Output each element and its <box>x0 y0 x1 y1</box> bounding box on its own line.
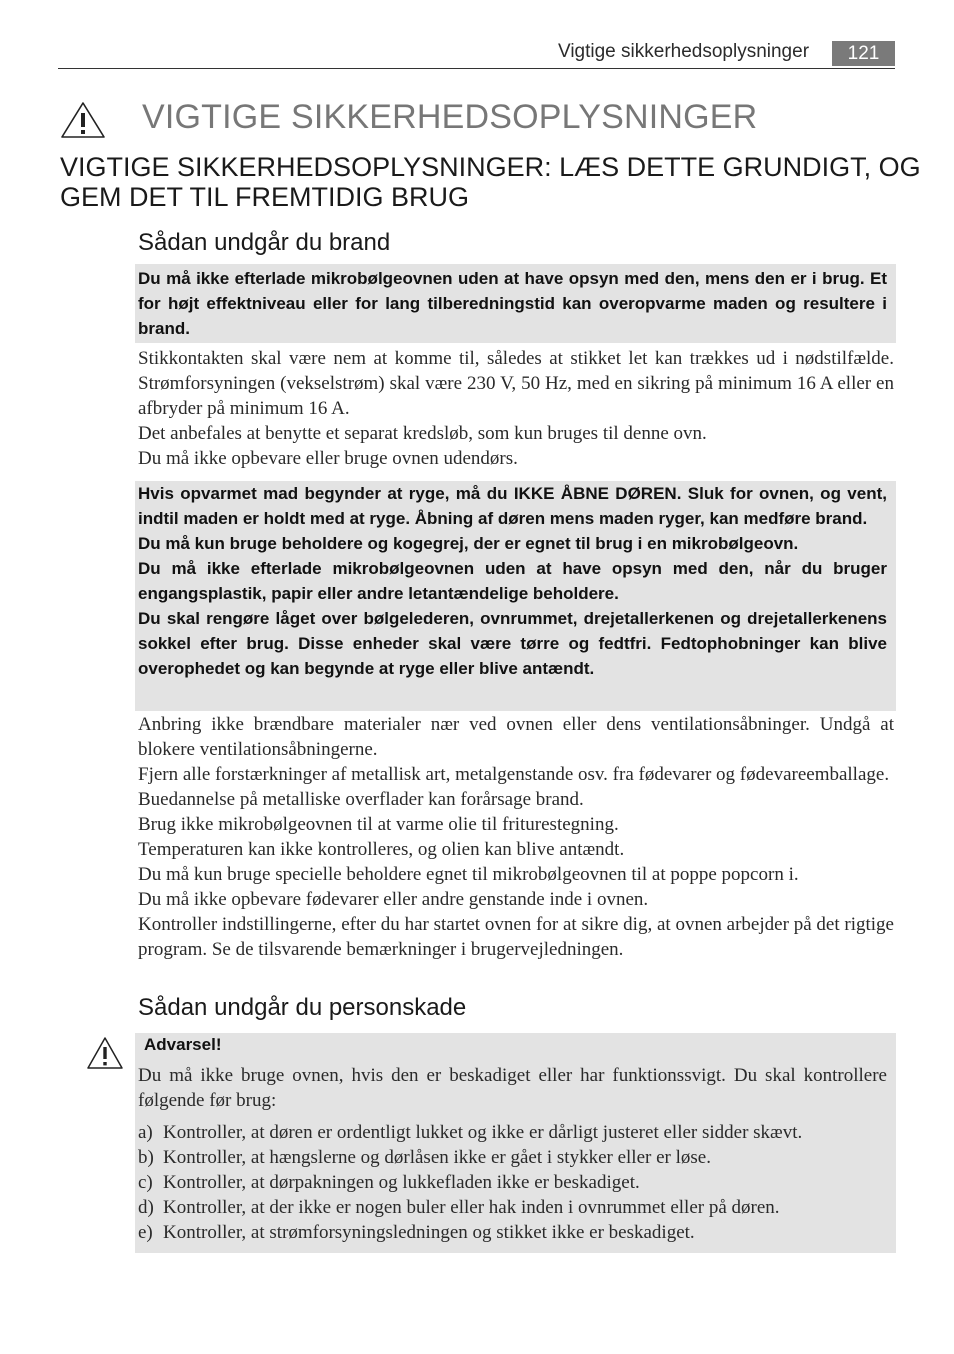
injury-heading: Sådan undgår du personskade <box>138 994 467 1021</box>
fire-warning-box-1 <box>135 264 896 343</box>
section-title <box>60 152 921 212</box>
check-list <box>138 1120 887 1245</box>
injury-intro: Du må ikke bruge ovnen, hvis den er beskadiget eller har funktionssvigt. Du skal kontrollere følgende før brug: <box>138 1065 887 1111</box>
list-item: a) Kontroller, at døren er ordentligt lukket og ikke er dårligt justeret eller sidder skævt. <box>138 1122 803 1143</box>
list-item: b) Kontroller, at hængslerne og dørlåsen ikke er gået i stykker eller er løse. <box>138 1147 711 1168</box>
section-title-line-2: GEM DET TIL FREMTIDIG BRUG <box>60 182 470 212</box>
warning-triangle-icon <box>60 101 106 139</box>
fire-body-2-para: Fjern alle forstærkninger af metallisk art, metalgenstande osv. fra fødevarer og fødevareemballage. <box>138 764 890 785</box>
fire-body-2-para: Du må kun bruge specielle beholdere egnet til mikrobølgeovnen til at poppe popcorn i. <box>138 864 799 885</box>
section-title-line-1: VIGTIGE SIKKERHEDSOPLYSNINGER: LÆS DETTE GRUNDIGT, OG <box>60 152 921 182</box>
fire-body-2-para: Kontroller indstillingerne, efter du har startet ovnen for at sikre dig, at ovnen arbejder på det rigtige program. Se de tilsvarende bemærkninger i brugervejledningen. <box>138 914 894 960</box>
fire-warning-2-para: Du skal rengøre låget over bølgelederen, ovnrummet, drejetallerkenen og drejetallerkenens sokkel efter brug. Disse enheder skal være tørre og fedtfri. Fedtophobninger kan blive overophedet og kan begynde at ryge eller blive antændt. <box>138 609 887 678</box>
fire-body-1-para: Det anbefales at benytte et separat kredsløb, som kun bruges til denne ovn. <box>138 423 707 444</box>
fire-warning-2-para: Du må kun bruge beholdere og kogegrej, der er egnet til brug i en mikrobølgeovn. <box>138 534 799 553</box>
fire-warning-1: Du må ikke efterlade mikrobølgeovnen uden at have opsyn med den, mens den er i brug. Et for højt effektniveau eller for lang tilberedningstid kan overopvarme maden og resultere i brand. <box>138 269 887 338</box>
header-rule <box>58 68 895 69</box>
running-header-title: Vigtige sikkerhedsoplysninger <box>558 41 810 62</box>
warning-triangle-icon <box>86 1036 124 1070</box>
chapter-title: VIGTIGE SIKKERHEDSOPLYSNINGER <box>142 98 758 136</box>
list-item: d) Kontroller, at der ikke er nogen buler eller hak inden i ovnrummet eller på døren. <box>138 1197 780 1218</box>
fire-body-2-para: Brug ikke mikrobølgeovnen til at varme olie til friturestegning. <box>138 814 619 835</box>
fire-heading: Sådan undgår du brand <box>138 229 391 256</box>
fire-warning-2-para: Du må ikke efterlade mikrobølgeovnen uden at have opsyn med den, når du bruger engangsplastik, papir eller andre letantændelige beholdere. <box>138 559 887 603</box>
warning-label: Advarsel! <box>144 1035 222 1054</box>
fire-body-2 <box>138 712 894 962</box>
fire-body-2-para: Buedannelse på metalliske overflader kan forårsage brand. <box>138 789 584 810</box>
injury-warning-box <box>135 1033 896 1253</box>
fire-body-1 <box>138 346 894 471</box>
page-number: 121 <box>832 41 895 66</box>
fire-warning-2-para: Hvis opvarmet mad begynder at ryge, må du IKKE ÅBNE DØREN. Sluk for ovnen, og vent, indtil maden er holdt med at ryge. Åbning af døren mens maden ryger, kan medføre brand. <box>138 484 887 528</box>
fire-warning-box-2 <box>135 481 896 711</box>
fire-body-2-para: Anbring ikke brændbare materialer nær ved ovnen eller dens ventilationsåbninger. Undgå at blokere ventilationsåbningerne. <box>138 714 894 760</box>
list-item: c) Kontroller, at dørpakningen og lukkefladen ikke er beskadiget. <box>138 1172 640 1193</box>
fire-body-1-para: Du må ikke opbevare eller bruge ovnen udendørs. <box>138 448 518 469</box>
fire-body-2-para: Du må ikke opbevare fødevarer eller andre genstande inde i ovnen. <box>138 889 649 910</box>
fire-body-2-para: Temperaturen kan ikke kontrolleres, og olien kan blive antændt. <box>138 839 625 860</box>
fire-body-1-para: Stikkontakten skal være nem at komme til, således at stikket let kan trækkes ud i nødstilfælde. Strømforsyningen (vekselstrøm) skal være 230 V, 50 Hz, med en sikring på minimum 16 A eller en afbryder på minimum 16 A. <box>138 348 894 419</box>
list-item: e) Kontroller, at strømforsyningsledningen og stikket ikke er beskadiget. <box>138 1222 695 1243</box>
